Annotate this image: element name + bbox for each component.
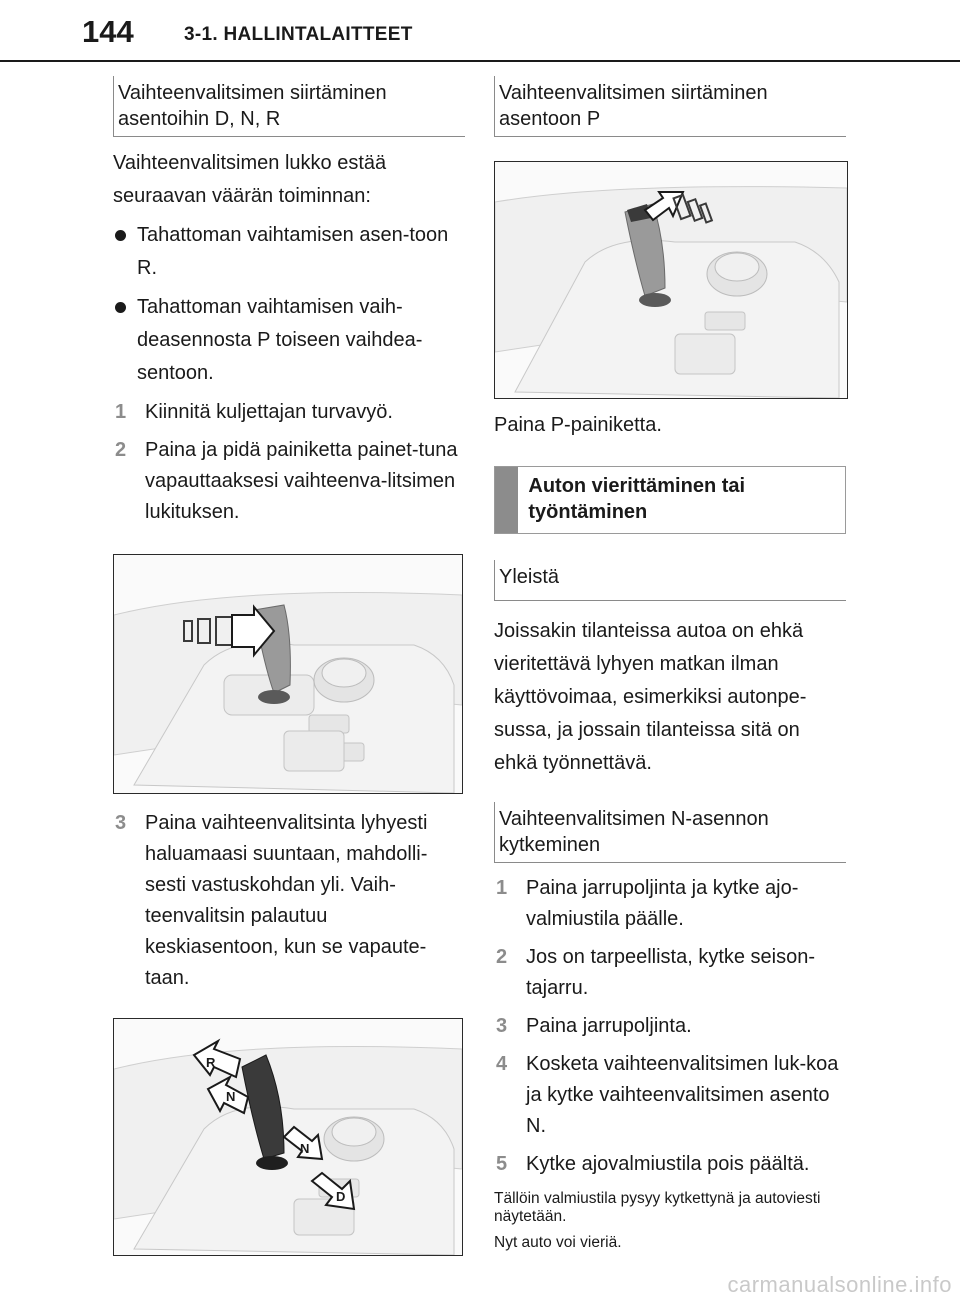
step-text: Paina jarrupoljinta. bbox=[526, 1015, 692, 1037]
figure-selector-directions bbox=[113, 1018, 463, 1256]
subheading-n-position: Vaihteenvalitsimen N-asennon kytkeminen bbox=[494, 802, 846, 863]
step-number: 2 bbox=[115, 439, 127, 461]
step-item bbox=[113, 435, 465, 528]
bullet-dot-icon bbox=[115, 230, 126, 241]
chapter-title: 3-1. HALLINTALAITTEET bbox=[184, 24, 413, 45]
step-item bbox=[494, 1149, 846, 1180]
page-header bbox=[0, 0, 960, 60]
step-item bbox=[494, 1011, 846, 1042]
step-text: Kosketa vaihteenvalitsimen luk-koa ja kytke vaihteenvalitsimen asento N. bbox=[526, 1053, 839, 1137]
p-button-caption: Paina P-painiketta. bbox=[494, 414, 662, 436]
step-text: Jos on tarpeellista, kytke seison-tajarru. bbox=[526, 946, 816, 999]
step-number: 1 bbox=[115, 401, 127, 423]
gear-selector-illustration bbox=[114, 555, 462, 793]
label-d: D bbox=[336, 1189, 346, 1204]
intro-paragraph: Vaihteenvalitsimen lukko estää seuraavan väärän toiminnan: bbox=[113, 152, 387, 207]
watermark-text: carmanualsonline.info bbox=[727, 1272, 952, 1297]
step-number: 3 bbox=[496, 1015, 508, 1037]
step-number: 5 bbox=[496, 1153, 508, 1175]
label-r: R bbox=[206, 1055, 216, 1070]
p-button-illustration bbox=[495, 162, 847, 398]
subheading-p: Vaihteenvalitsimen siirtäminen asentoon P bbox=[494, 76, 846, 137]
step-text: Kiinnitä kuljettajan turvavyö. bbox=[145, 401, 393, 423]
bullet-item: Tahattoman vaihtamisen asen-toon R. bbox=[113, 219, 465, 285]
right-column bbox=[494, 76, 846, 1252]
step-item bbox=[494, 942, 846, 1004]
gear-directions-illustration bbox=[114, 1019, 462, 1255]
subheading-drn: Vaihteenvalitsimen siirtäminen asentoihin D, N, R bbox=[113, 76, 465, 137]
header-divider bbox=[0, 60, 960, 62]
step-item bbox=[494, 1049, 846, 1142]
step-item bbox=[113, 808, 465, 994]
figure-p-button bbox=[494, 161, 848, 399]
page-number: 144 bbox=[82, 14, 134, 49]
step-item bbox=[113, 397, 465, 428]
figure-selector-unlock bbox=[113, 554, 463, 794]
step-item bbox=[494, 873, 846, 935]
section-marker bbox=[495, 467, 518, 533]
note-standby: Tällöin valmiustila pysyy kytkettynä ja autoviesti näytetään. bbox=[494, 1190, 821, 1225]
step-text: Paina ja pidä painiketta painet-tuna vapauttaaksesi vaihteenva-litsimen lukituksen. bbox=[145, 439, 458, 523]
step-number: 3 bbox=[115, 812, 127, 834]
step-number: 2 bbox=[496, 946, 508, 968]
step-text: Kytke ajovalmiustila pois päältä. bbox=[526, 1153, 810, 1175]
label-n-upper: N bbox=[226, 1089, 236, 1104]
step-number: 4 bbox=[496, 1053, 508, 1075]
section-header-rolling bbox=[494, 466, 846, 534]
section-title: Auton vierittäminen tai työntäminen bbox=[528, 475, 746, 523]
subheading-general: Yleistä bbox=[494, 560, 846, 601]
step-text: Paina vaihteenvalitsinta lyhyesti haluamaasi suuntaan, mahdolli-sesti vastuskohdan yli. Vaih-teenvalitsin palautuu keskiasentoon, kun se vapaute-taan. bbox=[145, 812, 428, 989]
note-can-roll: Nyt auto voi vieriä. bbox=[494, 1234, 622, 1251]
left-column bbox=[113, 76, 465, 1256]
label-n-lower: N bbox=[300, 1141, 310, 1156]
bullet-dot-icon bbox=[115, 302, 126, 313]
step-number: 1 bbox=[496, 877, 508, 899]
step-text: Paina jarrupoljinta ja kytke ajo-valmiustila päälle. bbox=[526, 877, 799, 930]
bullet-item: Tahattoman vaihtamisen vaih-deasennosta P toiseen vaihdea-sentoon. bbox=[113, 291, 465, 390]
general-paragraph: Joissakin tilanteissa autoa on ehkä vieritettävä lyhyen matkan ilman käyttövoimaa, esimerkiksi autonpe-sussa, ja jossain tilanteissa sitä on ehkä työnnettävä. bbox=[494, 620, 807, 774]
